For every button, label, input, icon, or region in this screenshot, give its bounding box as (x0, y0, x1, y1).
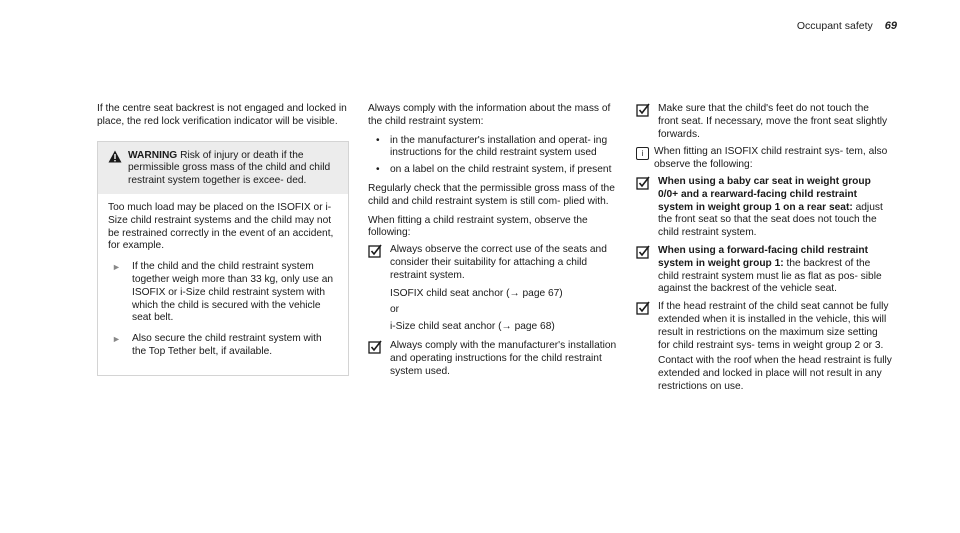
anchor-reference: i-Size child seat anchor (→ page 68) (390, 321, 555, 333)
anchor-reference: ISOFIX child seat anchor (→ page 67) (390, 287, 563, 299)
note: i When fitting an ISOFIX child restraint sys- tem, also observe the following: (636, 146, 892, 172)
warning-item: ► Also secure the child restraint system with the Top Tether belt, if available. (108, 333, 338, 359)
column-2 (368, 103, 620, 383)
checklist-item: Always comply with the manufacturer's installation and operating instructions for the child restraint system used. (368, 340, 620, 378)
arrow-right-icon: ► (112, 334, 121, 345)
warning-head-text: Risk of injury or death if the permissible gross mass of the child and child restraint system together is excee- ded. (128, 149, 331, 187)
warning-header (98, 142, 348, 194)
page-header (797, 20, 897, 32)
checklist-item: When using a forward-facing child restraint system in weight group 1: the backrest of the child restraint system must lie as flat as pos- sible against the backrest of the vehicle seat. (636, 245, 892, 296)
checkbox-icon (636, 176, 650, 190)
mass-info-paragraph: Always comply with the information about the mass of the child restraint system: (368, 103, 611, 127)
page-number: 69 (884, 20, 897, 32)
or-text: or (390, 304, 400, 316)
checkbox-icon (636, 103, 650, 117)
arrow-right-icon: ► (112, 262, 121, 273)
list-item: • in the manufacturer's installation and operat- ing instructions for the child restraint system used (376, 134, 608, 159)
regular-check-paragraph: Regularly check that the permissible gross mass of the child and child restraint system is still com- plied with. (368, 182, 615, 207)
warning-body (98, 194, 348, 375)
checklist-item: When using a baby car seat in weight group 0/0+ and a rearward-facing child restraint system in weight group 1 on a rear seat: adjust the front seat so that the seat does not touch the child restraint system. (636, 176, 892, 240)
warning-triangle-icon (108, 150, 122, 188)
warning-title: WARNING (128, 149, 178, 161)
checklist-item: Always observe the correct use of the seats and consider their suitability for attaching a child restraint system. (368, 244, 620, 282)
list-item: • on a label on the child restraint system, if present (376, 164, 612, 176)
warning-body-text: Too much load may be placed on the ISOFIX or i-Size child restraint systems and the child may not be restrained correctly in the event of an accident, for example. (108, 201, 334, 252)
warning-box (97, 141, 349, 376)
warning-item: ► If the child and the child restraint system together weigh more than 33 kg, only use an ISOFIX or i-Size child restraint system with which the child is secured with the vehicle seat belt. (108, 261, 338, 325)
checkbox-icon (368, 244, 382, 258)
checklist-item: Make sure that the child's feet do not touch the front seat. If necessary, move the front seat slightly forwards. (636, 103, 892, 141)
checklist-item: If the head restraint of the child seat cannot be fully extended when it is installed in the vehicle, this will result in restrictions on the maximum size setting for child restraint sys- tems in weight group 2 or 3. Contact with the roof when the head restraint is fully extended and locked in place will not result in any restrictions on use. (636, 301, 892, 394)
checkbox-icon (636, 301, 650, 315)
checkbox-icon (368, 340, 382, 354)
intro-paragraph: If the centre seat backrest is not engaged and locked in place, the red lock verification indicator will be visible. (97, 103, 347, 127)
info-icon: i (636, 147, 649, 160)
column-1 (97, 103, 349, 376)
section-title: Occupant safety (796, 20, 873, 32)
fitting-paragraph: When fitting a child restraint system, observe the following: (368, 214, 588, 239)
checkbox-icon (636, 245, 650, 259)
column-3 (636, 103, 892, 399)
